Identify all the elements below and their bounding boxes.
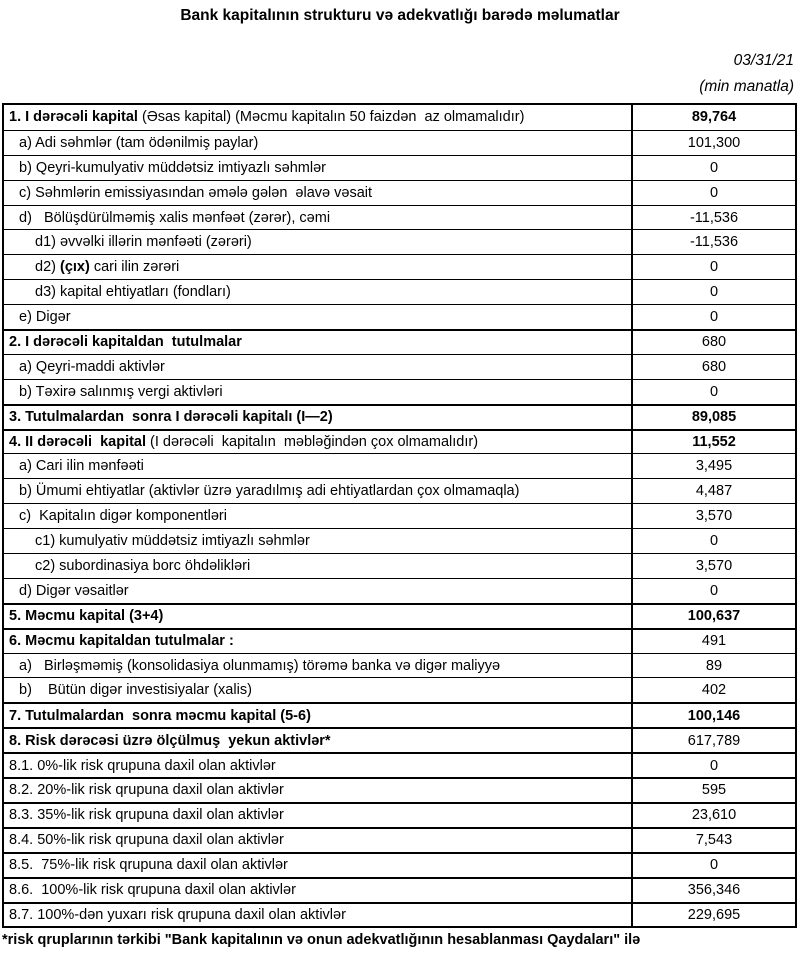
label-segment: d) Digər vəsaitlər	[19, 582, 129, 599]
label-segment: 8.7. 100%-dən yuxarı risk qrupuna daxil olan aktivlər	[9, 906, 346, 923]
row-value: 100,146	[631, 704, 795, 727]
row-label	[4, 529, 631, 553]
table-row	[4, 628, 795, 653]
row-label	[4, 206, 631, 230]
row-label	[4, 704, 631, 727]
table-row	[4, 205, 795, 230]
table-row	[4, 603, 795, 628]
row-value: 3,570	[631, 554, 795, 578]
label-segment: c1) kumulyativ müddətsiz imtiyazlı səhmlər	[35, 533, 310, 550]
table-row	[4, 404, 795, 429]
row-value: 595	[631, 779, 795, 802]
table-row	[4, 453, 795, 478]
table-row	[4, 877, 795, 902]
label-segment: 8.5. 75%-lik risk qrupuna daxil olan aktivlər	[9, 857, 288, 874]
row-label	[4, 630, 631, 653]
row-value: 680	[631, 355, 795, 379]
label-segment: 3. Tutulmalardan sonra I dərəcəli kapitalı (I—2)	[9, 409, 333, 426]
table-row	[4, 777, 795, 802]
row-label	[4, 754, 631, 777]
table-row	[4, 677, 795, 702]
row-value: 402	[631, 678, 795, 702]
row-label	[4, 829, 631, 852]
row-value: 3,570	[631, 504, 795, 528]
row-label	[4, 729, 631, 752]
row-value: -11,536	[631, 230, 795, 254]
row-value: 229,695	[631, 904, 795, 927]
row-value: 89	[631, 654, 795, 678]
report-meta	[699, 48, 794, 100]
row-label	[4, 406, 631, 429]
row-value: 0	[631, 156, 795, 180]
row-label	[4, 605, 631, 628]
row-label	[4, 131, 631, 155]
table-row	[4, 429, 795, 454]
row-label	[4, 554, 631, 578]
row-value: 23,610	[631, 804, 795, 827]
row-value: 89,764	[631, 105, 795, 130]
table-row	[4, 254, 795, 279]
label-segment: a) Qeyri-maddi aktivlər	[19, 358, 165, 375]
row-value: 0	[631, 754, 795, 777]
row-value: 356,346	[631, 879, 795, 902]
label-segment: 1. I dərəcəli kapital	[9, 109, 138, 126]
row-label	[4, 579, 631, 603]
table-row	[4, 105, 795, 130]
row-value: 0	[631, 255, 795, 279]
table-row	[4, 702, 795, 727]
row-value: 0	[631, 579, 795, 603]
label-segment: b) Bütün digər investisiyalar (xalis)	[19, 682, 252, 699]
row-label	[4, 879, 631, 902]
label-segment: 2. I dərəcəli kapitaldan tutulmalar	[9, 334, 242, 351]
row-value: 0	[631, 854, 795, 877]
table-row	[4, 528, 795, 553]
row-label	[4, 904, 631, 927]
label-segment: 8. Risk dərəcəsi üzrə ölçülmuş yekun aktivlər*	[9, 732, 331, 749]
table-row	[4, 354, 795, 379]
table-row	[4, 229, 795, 254]
row-value: 0	[631, 305, 795, 329]
row-label	[4, 504, 631, 528]
table-row	[4, 304, 795, 329]
label-segment: a) Cari ilin mənfəəti	[19, 458, 144, 475]
label-segment: c) Kapitalın digər komponentləri	[19, 508, 227, 525]
label-segment: b) Qeyri-kumulyativ müddətsiz imtiyazlı səhmlər	[19, 159, 326, 176]
table-row	[4, 802, 795, 827]
row-value: 89,085	[631, 406, 795, 429]
label-segment: (çıx)	[60, 259, 90, 276]
label-segment: c2) subordinasiya borc öhdəlikləri	[35, 557, 251, 574]
label-segment: b) Təxirə salınmış vergi aktivləri	[19, 383, 223, 400]
row-label	[4, 105, 631, 130]
row-label	[4, 654, 631, 678]
table-row	[4, 379, 795, 404]
table-row	[4, 130, 795, 155]
row-value: 3,495	[631, 454, 795, 478]
table-row	[4, 553, 795, 578]
row-value: -11,536	[631, 206, 795, 230]
row-label	[4, 454, 631, 478]
label-segment: c) Səhmlərin emissiyasından əmələ gələn əlavə vəsait	[19, 184, 373, 201]
label-segment: a) Birləşməmiş (konsolidasiya olunmamış) törəmə banka və digər maliyyə	[19, 657, 501, 674]
footnote: *risk qruplarının tərkibi "Bank kapitalının və onun adekvatlığının hesablanması Qaydaları" ilə	[2, 932, 641, 948]
row-value: 4,487	[631, 479, 795, 503]
row-label	[4, 181, 631, 205]
label-segment: 8.1. 0%-lik risk qrupuna daxil olan aktivlər	[9, 757, 276, 774]
table-row	[4, 478, 795, 503]
row-value: 7,543	[631, 829, 795, 852]
label-segment: d) Bölüşdürülməmiş xalis mənfəət (zərər), cəmi	[19, 209, 331, 226]
label-segment: 8.2. 20%-lik risk qrupuna daxil olan aktivlər	[9, 782, 284, 799]
table-row	[4, 902, 795, 927]
table-row	[4, 279, 795, 304]
row-label	[4, 380, 631, 404]
row-label	[4, 230, 631, 254]
row-value: 0	[631, 280, 795, 304]
table-row	[4, 503, 795, 528]
label-segment: cari ilin zərəri	[89, 259, 180, 276]
page-title: Bank kapitalının strukturu və adekvatlığı barədə məlumatlar	[180, 7, 620, 24]
label-segment: 7. Tutulmalardan sonra məcmu kapital (5-6)	[9, 707, 311, 724]
capital-table	[2, 103, 797, 928]
row-label	[4, 678, 631, 702]
row-value: 100,637	[631, 605, 795, 628]
row-value: 11,552	[631, 431, 795, 454]
row-label	[4, 280, 631, 304]
table-row	[4, 852, 795, 877]
label-segment: (I dərəcəli kapitalın məbləğindən çox olmamalıdır)	[146, 434, 479, 451]
report-date: 03/31/21	[733, 52, 794, 69]
row-label	[4, 854, 631, 877]
label-segment: 4. II dərəcəli kapital	[9, 434, 147, 451]
label-segment: e) Digər	[19, 309, 71, 326]
row-label	[4, 156, 631, 180]
row-value: 617,789	[631, 729, 795, 752]
table-row	[4, 752, 795, 777]
report-unit: (min manatla)	[699, 78, 794, 95]
row-label	[4, 431, 631, 454]
label-segment: d2)	[35, 259, 60, 276]
label-segment: (Əsas kapital) (Məcmu kapitalın 50 faizdən az olmamalıdır)	[137, 109, 525, 126]
label-segment: b) Ümumi ehtiyatlar (aktivlər üzrə yaradılmış adi ehtiyatlardan çox olmamaqla)	[19, 483, 520, 500]
table-row	[4, 653, 795, 678]
row-value: 491	[631, 630, 795, 653]
label-segment: a) Adi səhmlər (tam ödənilmiş paylar)	[19, 134, 259, 151]
table-row	[4, 727, 795, 752]
label-segment: 6. Məcmu kapitaldan tutulmalar :	[9, 633, 234, 650]
capital-table-rows	[4, 105, 795, 926]
row-value: 0	[631, 380, 795, 404]
table-row	[4, 578, 795, 603]
label-segment: d3) kapital ehtiyatları (fondları)	[35, 284, 231, 301]
label-segment: 8.4. 50%-lik risk qrupuna daxil olan aktivlər	[9, 832, 284, 849]
row-label	[4, 305, 631, 329]
label-segment: d1) əvvəlki illərin mənfəəti (zərəri)	[35, 234, 252, 251]
row-label	[4, 255, 631, 279]
table-row	[4, 155, 795, 180]
label-segment: 8.6. 100%-lik risk qrupuna daxil olan aktivlər	[9, 882, 296, 899]
row-label	[4, 479, 631, 503]
row-label	[4, 355, 631, 379]
row-value: 0	[631, 181, 795, 205]
row-value: 101,300	[631, 131, 795, 155]
label-segment: 5. Məcmu kapital (3+4)	[9, 608, 164, 625]
table-row	[4, 827, 795, 852]
table-row	[4, 329, 795, 354]
table-row	[4, 180, 795, 205]
row-value: 0	[631, 529, 795, 553]
row-label	[4, 779, 631, 802]
row-label	[4, 331, 631, 354]
label-segment: 8.3. 35%-lik risk qrupuna daxil olan aktivlər	[9, 807, 284, 824]
row-label	[4, 804, 631, 827]
row-value: 680	[631, 331, 795, 354]
